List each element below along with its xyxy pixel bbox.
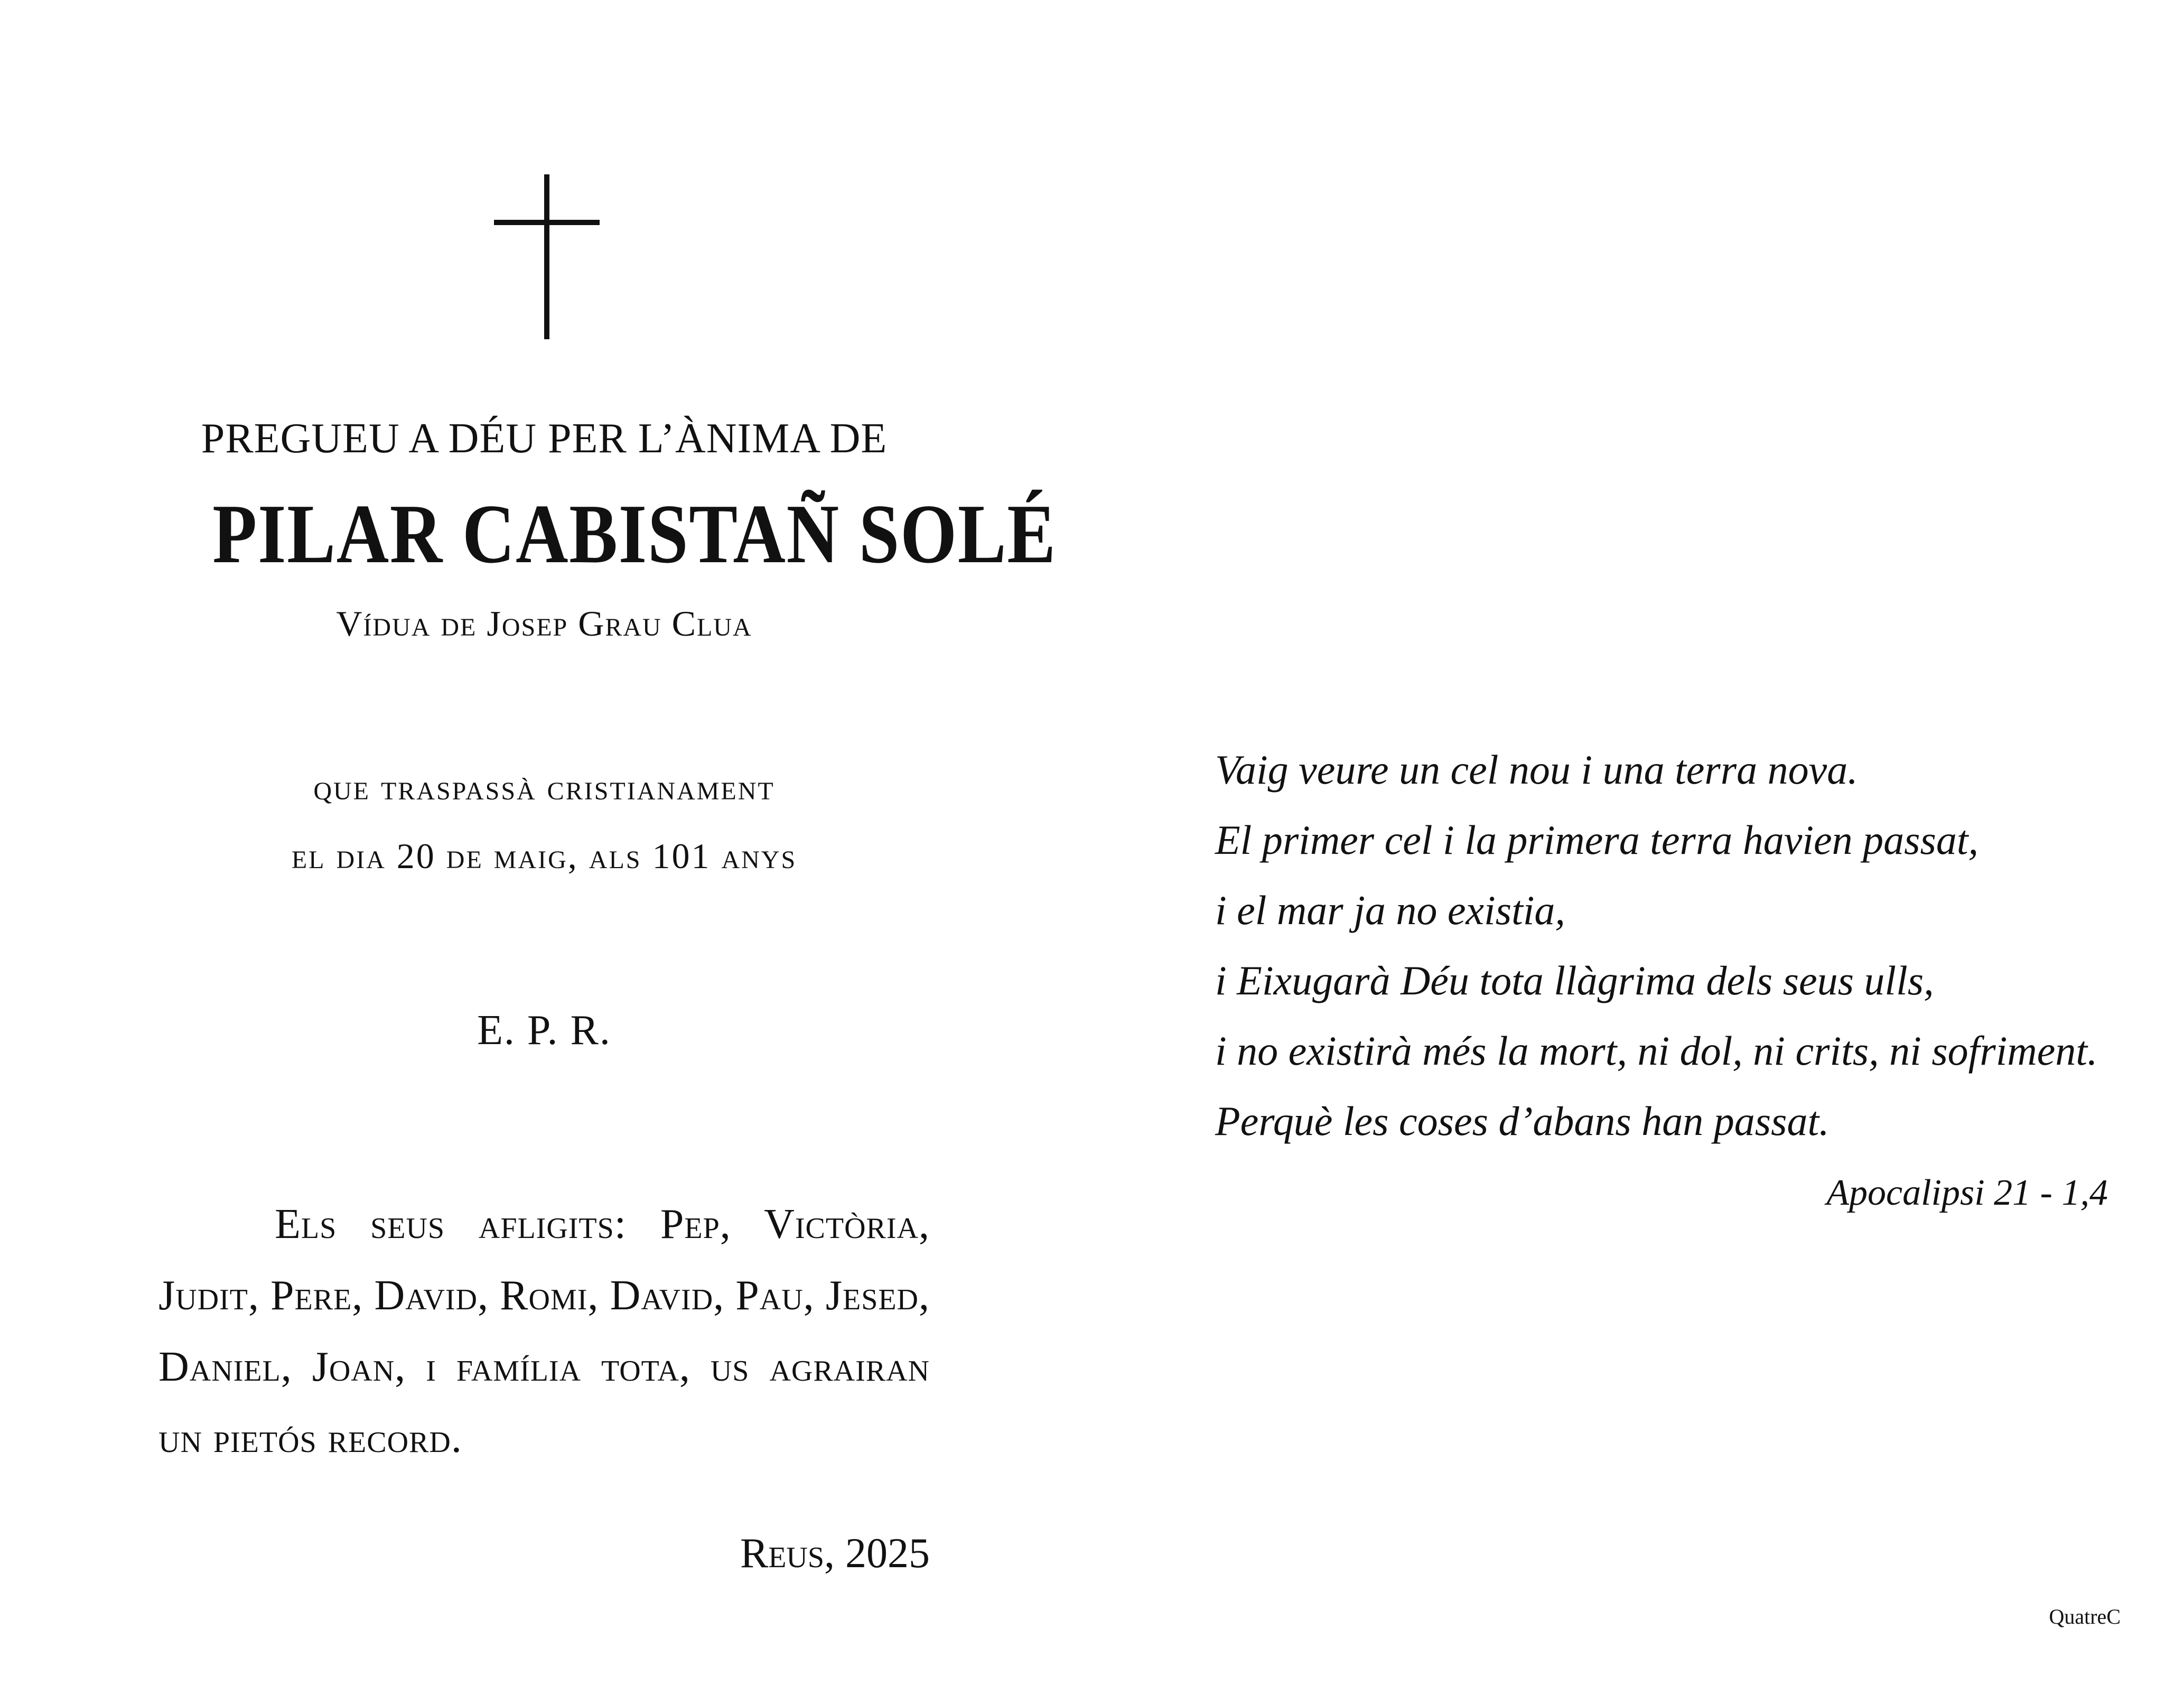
bible-citation: Apocalipsi 21 - 1,4 xyxy=(1826,1172,2108,1213)
cross-vertical-bar xyxy=(544,174,549,339)
verse-line: i el mar ja no existia, xyxy=(1215,887,1565,933)
printer-mark: QuatreC xyxy=(2049,1605,2121,1628)
verse-line: i Eixugarà Déu tota llàgrima dels seus ulls, xyxy=(1215,957,1934,1003)
cross-horizontal-bar xyxy=(494,220,600,225)
verse-line: i no existirà més la mort, ni dol, ni crits, ni sofriment. xyxy=(1215,1028,2098,1074)
verse-line: Vaig veure un cel nou i una terra nova. xyxy=(1215,747,1858,793)
verse-line: El primer cel i la primera terra havien passat, xyxy=(1215,817,1979,863)
right-panel xyxy=(1215,734,2124,1230)
mourners-paragraph: Els seus afligits: Pep, Victòria, Judit, Pere, David, Romi, David, Pau, Jesed, Daniel, Joan, i família tota, us agrairan un pietós record. xyxy=(158,1201,930,1461)
passing-line-1: que traspassà cristianament xyxy=(313,767,775,807)
cross-icon xyxy=(494,174,600,339)
epr-text: E. P. R. xyxy=(477,1007,611,1054)
deceased-name: PILAR CABISTAÑ SOLÉ xyxy=(212,487,1057,581)
passing-line-2: el dia 20 de maig, als 101 anys xyxy=(291,836,797,876)
widow-of-line: Vídua de Josep Grau Clua xyxy=(336,603,752,644)
place-year: Reus, 2025 xyxy=(740,1530,930,1577)
prayer-heading: PREGUEU A DÉU PER L’ÀNIMA DE xyxy=(201,415,888,462)
verse-line: Perquè les coses d’abans han passat. xyxy=(1215,1098,1830,1144)
